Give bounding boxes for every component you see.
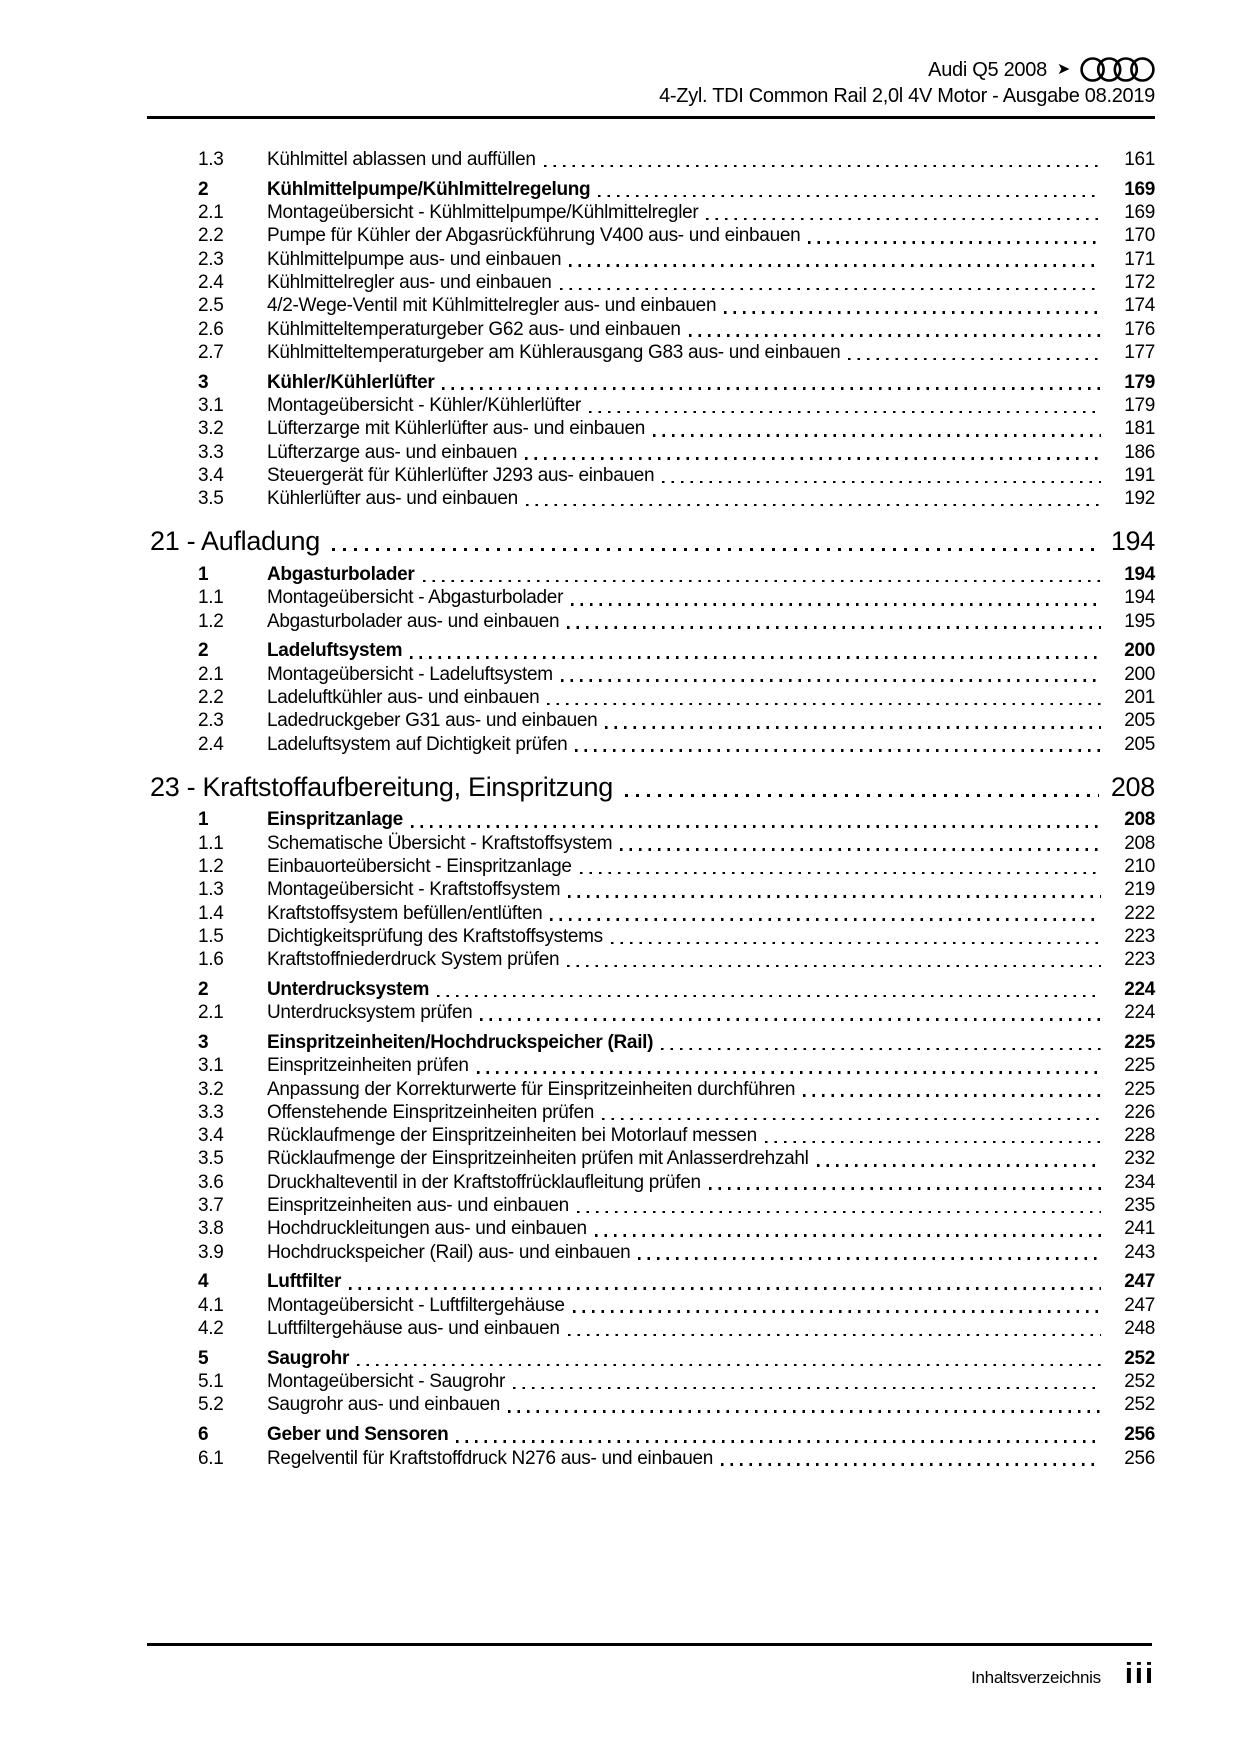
toc-entry-title: Druckhalteventil in der Kraftstoffrücklaufleitung prüfen <box>267 1171 701 1193</box>
toc-dot-leader <box>817 1164 1101 1167</box>
toc-entry-title: Schematische Übersicht - Kraftstoffsystem <box>267 832 613 854</box>
toc-entry-title: Regelventil für Kraftstoffdruck N276 aus- und einbauen <box>267 1447 714 1469</box>
toc-entry <box>150 1370 1155 1393</box>
toc-dot-leader <box>547 703 1101 706</box>
toc-entry-number: 2.3 <box>198 710 224 732</box>
toc-entry-number: 2.1 <box>198 1002 224 1024</box>
toc-entry-title: Kühlmittelregler aus- und einbauen <box>267 271 552 293</box>
toc-entry <box>150 878 1155 901</box>
header-model-line <box>928 56 1155 83</box>
toc-entry-number: 1 <box>198 809 209 831</box>
toc-entry-title: Anpassung der Korrekturwerte für Einspritzeinheiten durchführen <box>267 1078 796 1100</box>
toc-entry <box>150 709 1155 732</box>
toc-entry-title: Kühlmittel ablassen und auffüllen <box>267 149 536 170</box>
toc-entry-page: 170 <box>1124 225 1155 247</box>
toc-entry <box>150 1194 1155 1217</box>
toc-entry-page: 177 <box>1124 341 1155 363</box>
toc-entry-title: Kühlmitteltemperaturgeber G62 aus- und einbauen <box>267 318 681 340</box>
toc-entry-page: 232 <box>1124 1148 1155 1170</box>
toc-dot-leader <box>602 1118 1101 1121</box>
toc-entry-number: 6.1 <box>198 1447 224 1469</box>
toc-entry-title: Pumpe für Kühler der Abgasrückführung V400 aus- und einbauen <box>267 225 801 247</box>
toc-entry-title: Kühlmittelpumpe/Kühlmittelregelung <box>267 178 591 200</box>
toc-entry-title: Hochdruckleitungen aus- und einbauen <box>267 1218 587 1240</box>
toc-entry-title: Hochdruckspeicher (Rail) aus- und einbauen <box>267 1241 631 1263</box>
toc-entry-page: 194 <box>1124 563 1155 585</box>
toc-entry-page: 225 <box>1124 1032 1155 1053</box>
toc-dot-leader <box>653 434 1101 437</box>
toc-dot-leader <box>550 918 1101 921</box>
toc-dot-leader <box>706 218 1101 221</box>
toc-dot-leader <box>480 1018 1101 1021</box>
toc-entry-title: Montageübersicht - Kühler/Kühlerlüfter <box>267 394 581 416</box>
toc-entry-number: 2.1 <box>198 202 224 224</box>
toc-dot-leader <box>437 995 1101 998</box>
toc-entry <box>150 1124 1155 1147</box>
toc-entry <box>150 248 1155 271</box>
toc-dot-leader <box>709 1187 1101 1190</box>
toc-entry-title: Kühlerlüfter aus- und einbauen <box>267 488 518 510</box>
toc-entry-number: 3.8 <box>198 1218 224 1240</box>
toc-entry-number: 2.4 <box>198 733 224 755</box>
toc-entry-page: 208 <box>1124 809 1155 831</box>
toc-entry <box>150 1294 1155 1317</box>
toc-entry-number: 1.1 <box>198 832 224 854</box>
toc-entry-page: 195 <box>1124 610 1155 632</box>
toc-entry-title: Offenstehende Einspritzeinheiten prüfen <box>267 1101 595 1123</box>
toc-entry <box>150 902 1155 925</box>
toc-entry <box>150 639 1155 662</box>
toc-entry-number: 5 <box>198 1347 209 1369</box>
toc-entry-page: 225 <box>1124 1055 1155 1077</box>
toc-entry-page: 252 <box>1124 1371 1155 1393</box>
toc-dot-leader <box>661 1048 1101 1051</box>
toc-entry-number: 3.9 <box>198 1241 224 1263</box>
toc-entry-page: 201 <box>1124 686 1155 708</box>
toc-entry-number: 4.2 <box>198 1318 224 1340</box>
toc-entry <box>150 341 1155 364</box>
toc-entry-title: Luftfilter <box>267 1271 342 1293</box>
toc-dot-leader <box>721 1463 1101 1466</box>
toc-entry <box>150 1270 1155 1293</box>
toc-dot-leader <box>580 872 1101 875</box>
toc-entry-title: Lüfterzarge aus- und einbauen <box>267 441 518 463</box>
toc-entry-number: 3.3 <box>198 1101 224 1123</box>
toc-entry <box>150 294 1155 317</box>
toc-entry-number: 2 <box>198 178 209 200</box>
toc-entry-page: 241 <box>1124 1218 1155 1240</box>
toc-dot-leader <box>575 749 1101 752</box>
toc-entry <box>150 1423 1155 1446</box>
toc-entry-number: 3.4 <box>198 1125 224 1147</box>
toc-entry-number: 6 <box>198 1424 209 1446</box>
toc-entry-number: 2.4 <box>198 271 224 293</box>
toc-dot-leader <box>589 411 1101 414</box>
toc-entry-title: Unterdrucksystem <box>267 978 430 1000</box>
toc-entry <box>150 464 1155 487</box>
toc-dot-leader <box>689 334 1101 337</box>
toc-dot-leader <box>848 358 1101 361</box>
toc-dot-leader <box>567 626 1101 629</box>
toc-dot-leader <box>567 965 1101 968</box>
toc-entry-page: 181 <box>1124 418 1155 440</box>
toc-entry <box>150 772 1155 802</box>
toc-entry-page: 223 <box>1124 925 1155 947</box>
toc-entry-title: Ladedruckgeber G31 aus- und einbauen <box>267 710 598 732</box>
toc-entry-number: 1.3 <box>198 149 224 170</box>
toc-entry-page: 224 <box>1124 1002 1155 1024</box>
toc-entry-page: 252 <box>1124 1394 1155 1416</box>
toc-entry-number: 5.1 <box>198 1371 224 1393</box>
footer-section-label: Inhaltsverzeichnis <box>971 1668 1101 1687</box>
toc-entry <box>150 663 1155 686</box>
toc-dot-leader <box>625 794 1099 797</box>
toc-entry-title: Luftfiltergehäuse aus- und einbauen <box>267 1318 560 1340</box>
toc-entry-title: Kraftstoffniederdruck System prüfen <box>267 949 560 971</box>
toc-entry-page: 186 <box>1124 441 1155 463</box>
toc-entry <box>150 1101 1155 1124</box>
toc-entry <box>150 394 1155 417</box>
toc-dot-leader <box>525 457 1101 460</box>
toc-entry-page: 235 <box>1124 1195 1155 1217</box>
toc-entry <box>150 1031 1155 1054</box>
toc-dot-leader <box>638 1257 1101 1260</box>
toc-dot-leader <box>544 165 1101 168</box>
toc-dot-leader <box>349 1287 1101 1290</box>
toc-entry-title: Kraftstoffsystem befüllen/entlüften <box>267 902 543 924</box>
toc-entry-page: 226 <box>1124 1101 1155 1123</box>
toc-entry-number: 4 <box>198 1271 209 1293</box>
toc-entry-number: 1.6 <box>198 949 224 971</box>
toc-entry-page: 234 <box>1124 1171 1155 1193</box>
toc-entry-page: 224 <box>1124 978 1155 1000</box>
toc-entry-page: 179 <box>1124 394 1155 416</box>
toc-entry-page: 219 <box>1124 879 1155 901</box>
toc-entry <box>150 1393 1155 1416</box>
toc-entry-title: Rücklaufmenge der Einspritzeinheiten prüfen mit Anlasserdrehzahl <box>267 1148 809 1170</box>
toc-entry-title: Abgasturbolader aus- und einbauen <box>267 610 560 632</box>
toc-dot-leader <box>724 311 1101 314</box>
toc-entry-page: 247 <box>1124 1294 1155 1316</box>
toc-dot-leader <box>477 1071 1101 1074</box>
toc-entry-page: 194 <box>1110 526 1155 557</box>
toc-dot-leader <box>605 726 1101 729</box>
model-title: Audi Q5 2008 <box>928 58 1047 81</box>
toc-entry <box>150 371 1155 394</box>
toc-entry-number: 3.2 <box>198 1078 224 1100</box>
toc-entry <box>150 178 1155 201</box>
toc-entry-number: 3 <box>198 1032 209 1053</box>
toc-entry <box>150 610 1155 633</box>
toc-entry-title: Lüfterzarge mit Kühlerlüfter aus- und einbauen <box>267 418 646 440</box>
toc-entry <box>150 148 1155 171</box>
toc-entry-page: 256 <box>1124 1424 1155 1446</box>
toc-dot-leader <box>598 195 1101 198</box>
toc-entry-number: 1.2 <box>198 855 224 877</box>
toc-dot-leader <box>662 481 1101 484</box>
toc-entry-number: 2.2 <box>198 225 224 247</box>
toc-entry-number: 1.4 <box>198 902 224 924</box>
toc-dot-leader <box>571 603 1101 606</box>
toc-entry-number: 3.4 <box>198 464 224 486</box>
toc-entry-number: 3.2 <box>198 418 224 440</box>
toc-entry-number: 4.1 <box>198 1294 224 1316</box>
toc-entry-title: 23 - Kraftstoffaufbereitung, Einspritzung <box>150 771 613 802</box>
toc-entry-page: 252 <box>1124 1347 1155 1369</box>
toc-dot-leader <box>526 504 1101 507</box>
toc-entry-page: 171 <box>1124 248 1155 270</box>
toc-entry-number: 1.1 <box>198 587 224 609</box>
toc-entry-title: Rücklaufmenge der Einspritzeinheiten bei Motorlauf messen <box>267 1125 757 1147</box>
toc-entry-number: 2.1 <box>198 663 224 685</box>
toc-entry-number: 1.2 <box>198 610 224 632</box>
toc-entry <box>150 686 1155 709</box>
page-footer <box>971 1658 1155 1691</box>
toc-entry <box>150 487 1155 510</box>
toc-entry-number: 2.5 <box>198 295 224 317</box>
toc-dot-leader <box>357 1364 1101 1367</box>
toc-entry-title: Einspritzanlage <box>267 809 403 831</box>
toc-entry-number: 3.5 <box>198 1148 224 1170</box>
toc-entry-number: 3.6 <box>198 1171 224 1193</box>
toc-entry <box>150 586 1155 609</box>
toc-entry-page: 174 <box>1124 295 1155 317</box>
toc-entry-number: 1 <box>198 563 209 585</box>
toc-entry-title: Ladeluftkühler aus- und einbauen <box>267 686 540 708</box>
toc-entry-title: Kühlmittelpumpe aus- und einbauen <box>267 248 562 270</box>
toc-entry-title: Dichtigkeitsprüfung des Kraftstoffsystems <box>267 925 603 947</box>
toc-entry <box>150 526 1155 556</box>
toc-entry <box>150 441 1155 464</box>
toc-entry <box>150 417 1155 440</box>
toc-list <box>150 148 1155 1470</box>
toc-entry-page: 192 <box>1124 488 1155 510</box>
toc-entry-number: 3.1 <box>198 394 224 416</box>
toc-entry-title: Geber und Sensoren <box>267 1424 449 1446</box>
toc-dot-leader <box>442 387 1101 390</box>
toc-entry-title: Saugrohr aus- und einbauen <box>267 1394 501 1416</box>
toc-dot-leader <box>456 1440 1101 1443</box>
header-subtitle: 4-Zyl. TDI Common Rail 2,0l 4V Motor - Ausgabe 08.2019 <box>659 85 1155 107</box>
toc-entry-page: 169 <box>1124 178 1155 200</box>
toc-entry <box>150 948 1155 971</box>
toc-entry-number: 3.7 <box>198 1195 224 1217</box>
toc-entry <box>150 1054 1155 1077</box>
toc-dot-leader <box>611 942 1101 945</box>
toc-entry <box>150 832 1155 855</box>
toc-entry <box>150 271 1155 294</box>
toc-dot-leader <box>568 1334 1101 1337</box>
toc-entry <box>150 925 1155 948</box>
toc-entry <box>150 1447 1155 1470</box>
toc-entry-page: 247 <box>1124 1271 1155 1293</box>
toc-entry <box>150 1217 1155 1240</box>
toc-entry-title: Saugrohr <box>267 1347 350 1369</box>
toc-dot-leader <box>803 1094 1101 1097</box>
toc-dot-leader <box>573 1310 1101 1313</box>
toc-dot-leader <box>577 1211 1101 1214</box>
toc-entry-number: 1.5 <box>198 925 224 947</box>
toc-entry-title: 4/2-Wege-Ventil mit Kühlmittelregler aus- und einbauen <box>267 295 717 317</box>
toc-entry-number: 3 <box>198 371 209 393</box>
toc-entry-page: 228 <box>1124 1125 1155 1147</box>
toc-entry-title: Montageübersicht - Saugrohr <box>267 1371 505 1393</box>
toc-entry-title: Kühlmitteltemperaturgeber am Kühlerausgang G83 aus- und einbauen <box>267 341 841 363</box>
toc-dot-leader <box>620 848 1101 851</box>
toc-dot-leader <box>561 679 1101 682</box>
toc-entry <box>150 1001 1155 1024</box>
toc-dot-leader <box>332 548 1099 551</box>
toc-entry-number: 5.2 <box>198 1394 224 1416</box>
toc-entry-page: 194 <box>1124 587 1155 609</box>
toc-entry-title: Montageübersicht - Kühlmittelpumpe/Kühlmittelregler <box>267 202 699 224</box>
toc-entry-title: Montageübersicht - Ladeluftsystem <box>267 663 553 685</box>
toc-dot-leader <box>410 656 1101 659</box>
toc-entry-page: 256 <box>1124 1447 1155 1469</box>
toc-entry <box>150 1317 1155 1340</box>
toc-entry-page: 169 <box>1124 202 1155 224</box>
toc-dot-leader <box>423 580 1101 583</box>
toc-dot-leader <box>560 288 1102 291</box>
toc-entry-title: Montageübersicht - Luftfiltergehäuse <box>267 1294 565 1316</box>
toc-entry <box>150 1078 1155 1101</box>
toc-entry-page: 205 <box>1124 733 1155 755</box>
toc-entry-title: Montageübersicht - Abgasturbolader <box>267 587 564 609</box>
toc-entry-title: Unterdrucksystem prüfen <box>267 1002 473 1024</box>
toc-entry-number: 2.6 <box>198 318 224 340</box>
toc-entry <box>150 224 1155 247</box>
toc-entry-title: Ladeluftsystem <box>267 640 403 662</box>
toc-entry <box>150 1171 1155 1194</box>
toc-entry-page: 172 <box>1124 271 1155 293</box>
toc-entry-number: 3.1 <box>198 1055 224 1077</box>
toc-entry-page: 179 <box>1124 371 1155 393</box>
toc-entry-page: 225 <box>1124 1078 1155 1100</box>
audi-rings-icon <box>1080 56 1155 83</box>
toc-dot-leader <box>595 1234 1101 1237</box>
footer-page-number: iii <box>1124 1658 1155 1690</box>
toc-entry <box>150 201 1155 224</box>
toc-entry-title: Abgasturbolader <box>267 563 415 585</box>
toc-entry-page: 223 <box>1124 949 1155 971</box>
toc-entry-number: 1.3 <box>198 879 224 901</box>
toc-entry-title: Einspritzeinheiten/Hochdruckspeicher (Rail) <box>267 1032 654 1053</box>
toc-entry-page: 208 <box>1110 771 1155 802</box>
toc-entry-number: 2 <box>198 978 209 1000</box>
toc-dot-leader <box>765 1141 1101 1144</box>
toc-entry-page: 205 <box>1124 710 1155 732</box>
toc-entry-page: 191 <box>1124 464 1155 486</box>
toc-entry <box>150 808 1155 831</box>
toc-entry <box>150 1147 1155 1170</box>
model-year-arrow-icon: ➤ <box>1056 60 1070 78</box>
toc-entry-page: 208 <box>1124 832 1155 854</box>
toc-entry-page: 243 <box>1124 1241 1155 1263</box>
toc-entry <box>150 563 1155 586</box>
toc-entry-page: 200 <box>1124 663 1155 685</box>
toc-entry <box>150 318 1155 341</box>
toc-entry-page: 222 <box>1124 902 1155 924</box>
toc-entry <box>150 855 1155 878</box>
page-header <box>147 56 1155 119</box>
footer-rule <box>147 1643 1152 1646</box>
toc-entry-title: Einspritzeinheiten aus- und einbauen <box>267 1195 569 1217</box>
toc-entry-title: Einbauorteübersicht - Einspritzanlage <box>267 855 572 877</box>
toc-entry-page: 176 <box>1124 318 1155 340</box>
toc-entry-title: Montageübersicht - Kraftstoffsystem <box>267 879 561 901</box>
toc-entry-number: 2.7 <box>198 341 224 363</box>
toc-entry-number: 2.3 <box>198 248 224 270</box>
toc-dot-leader <box>569 264 1101 267</box>
toc-dot-leader <box>513 1387 1101 1390</box>
toc-entry-number: 2.2 <box>198 686 224 708</box>
toc-dot-leader <box>411 825 1101 828</box>
toc-entry-title: 21 - Aufladung <box>150 526 320 557</box>
toc-dot-leader <box>808 241 1101 244</box>
toc-entry-number: 3.3 <box>198 441 224 463</box>
toc-entry-title: Kühler/Kühlerlüfter <box>267 371 435 393</box>
toc-entry <box>150 733 1155 756</box>
toc-entry-number: 2 <box>198 640 209 662</box>
toc-entry <box>150 1347 1155 1370</box>
toc-entry-title: Einspritzeinheiten prüfen <box>267 1055 469 1077</box>
toc-entry-number: 3.5 <box>198 488 224 510</box>
toc-dot-leader <box>508 1410 1101 1413</box>
toc-entry <box>150 978 1155 1001</box>
toc-entry-page: 200 <box>1124 640 1155 662</box>
toc-entry <box>150 1241 1155 1264</box>
toc-entry-title: Ladeluftsystem auf Dichtigkeit prüfen <box>267 733 568 755</box>
toc-entry-title: Steuergerät für Kühlerlüfter J293 aus- einbauen <box>267 464 655 486</box>
toc-entry-page: 161 <box>1124 149 1155 170</box>
toc-entry-page: 210 <box>1124 855 1155 877</box>
toc-dot-leader <box>568 895 1101 898</box>
toc-entry-page: 248 <box>1124 1318 1155 1340</box>
